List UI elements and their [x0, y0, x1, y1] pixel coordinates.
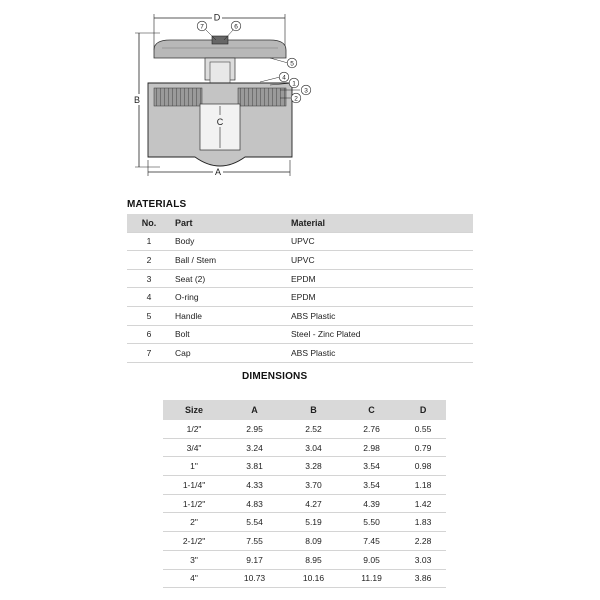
- callout-4: 4: [282, 74, 286, 82]
- dim-a: 10.73: [225, 569, 284, 588]
- materials-part: Ball / Stem: [171, 251, 291, 270]
- materials-material: ABS Plastic: [291, 306, 473, 325]
- dim-b: 3.04: [284, 438, 343, 457]
- dim-size: 2-1/2": [163, 532, 225, 551]
- dim-size: 3/4": [163, 438, 225, 457]
- materials-no: 7: [127, 344, 171, 363]
- materials-table: [127, 214, 473, 363]
- materials-no: 2: [127, 251, 171, 270]
- dim-a: 4.83: [225, 494, 284, 513]
- dimensions-header-row: [163, 400, 446, 420]
- materials-part: Seat (2): [171, 269, 291, 288]
- table-row: [163, 494, 446, 513]
- materials-title: MATERIALS: [127, 199, 187, 210]
- dimensions-title: DIMENSIONS: [242, 371, 308, 382]
- dim-b: 8.95: [284, 550, 343, 569]
- dim-b: 4.27: [284, 494, 343, 513]
- dim-size: 1/2": [163, 420, 225, 438]
- dim-b: 3.28: [284, 457, 343, 476]
- materials-no: 5: [127, 306, 171, 325]
- table-row: [163, 532, 446, 551]
- dim-label-b: B: [133, 95, 141, 105]
- dim-b: 2.52: [284, 420, 343, 438]
- callout-3: 3: [304, 87, 308, 95]
- callout-2: 2: [294, 95, 298, 103]
- materials-part: Body: [171, 232, 291, 251]
- valve-diagram: [120, 10, 320, 195]
- dim-size: 3": [163, 550, 225, 569]
- materials-header-no: No.: [127, 214, 171, 232]
- dim-label-d: C: [216, 117, 224, 127]
- dim-b: 5.19: [284, 513, 343, 532]
- dim-size: 1-1/2": [163, 494, 225, 513]
- materials-part: Handle: [171, 306, 291, 325]
- table-row: [127, 344, 473, 363]
- dimensions-table: [163, 400, 446, 588]
- table-row: [127, 251, 473, 270]
- materials-part: Cap: [171, 344, 291, 363]
- dim-a: 9.17: [225, 550, 284, 569]
- dim-c: 2.98: [343, 438, 400, 457]
- dim-d: 1.18: [400, 476, 446, 495]
- dim-a: 5.54: [225, 513, 284, 532]
- dim-c: 3.54: [343, 457, 400, 476]
- materials-material: UPVC: [291, 232, 473, 251]
- dimensions-header-a: A: [225, 400, 284, 420]
- table-row: [127, 232, 473, 251]
- dim-a: 3.24: [225, 438, 284, 457]
- table-row: [163, 513, 446, 532]
- dimensions-header-b: B: [284, 400, 343, 420]
- dim-d: 3.86: [400, 569, 446, 588]
- materials-part: O-ring: [171, 288, 291, 307]
- dim-size: 2": [163, 513, 225, 532]
- dim-c: 9.05: [343, 550, 400, 569]
- materials-material: EPDM: [291, 288, 473, 307]
- table-row: [127, 325, 473, 344]
- dim-size: 1": [163, 457, 225, 476]
- dim-d: 0.55: [400, 420, 446, 438]
- dim-b: 8.09: [284, 532, 343, 551]
- dim-d: 0.98: [400, 457, 446, 476]
- table-row: [163, 457, 446, 476]
- table-row: [127, 288, 473, 307]
- dimensions-header-d: D: [400, 400, 446, 420]
- dim-c: 11.19: [343, 569, 400, 588]
- table-row: [127, 306, 473, 325]
- dim-d: 2.28: [400, 532, 446, 551]
- dim-a: 4.33: [225, 476, 284, 495]
- table-row: [163, 550, 446, 569]
- materials-no: 3: [127, 269, 171, 288]
- table-row: [127, 269, 473, 288]
- dim-c: 3.54: [343, 476, 400, 495]
- callout-1: 1: [292, 80, 296, 88]
- materials-header-row: [127, 214, 473, 232]
- dim-label-c: D: [213, 12, 221, 23]
- callout-5: 5: [290, 60, 294, 68]
- dim-size: 4": [163, 569, 225, 588]
- dim-a: 3.81: [225, 457, 284, 476]
- table-row: [163, 569, 446, 588]
- dim-b: 3.70: [284, 476, 343, 495]
- dim-c: 7.45: [343, 532, 400, 551]
- dim-a: 2.95: [225, 420, 284, 438]
- dim-c: 5.50: [343, 513, 400, 532]
- materials-no: 1: [127, 232, 171, 251]
- dim-d: 0.79: [400, 438, 446, 457]
- materials-material: ABS Plastic: [291, 344, 473, 363]
- table-row: [163, 420, 446, 438]
- dim-b: 10.16: [284, 569, 343, 588]
- callout-7: 7: [200, 23, 204, 31]
- materials-no: 4: [127, 288, 171, 307]
- dim-c: 2.76: [343, 420, 400, 438]
- materials-header-part: Part: [171, 214, 291, 232]
- dim-size: 1-1/4": [163, 476, 225, 495]
- materials-material: Steel - Zinc Plated: [291, 325, 473, 344]
- table-row: [163, 438, 446, 457]
- dim-a: 7.55: [225, 532, 284, 551]
- dim-c: 4.39: [343, 494, 400, 513]
- dimensions-header-size: Size: [163, 400, 225, 420]
- dim-d: 1.83: [400, 513, 446, 532]
- dim-label-a: A: [214, 167, 222, 177]
- materials-no: 6: [127, 325, 171, 344]
- dimensions-header-c: C: [343, 400, 400, 420]
- dim-d: 3.03: [400, 550, 446, 569]
- materials-header-material: Material: [291, 214, 473, 232]
- materials-part: Bolt: [171, 325, 291, 344]
- materials-material: UPVC: [291, 251, 473, 270]
- table-row: [163, 476, 446, 495]
- materials-material: EPDM: [291, 269, 473, 288]
- dim-d: 1.42: [400, 494, 446, 513]
- callout-6: 6: [234, 23, 238, 31]
